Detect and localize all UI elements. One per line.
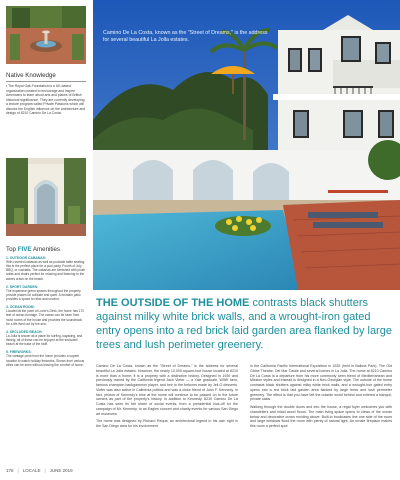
amenities-heading-suffix: Amenities [31,246,61,253]
article-body [96,364,392,464]
amenities-heading-prefix: Top [6,246,18,253]
pull-quote-headline [96,296,392,352]
article-paragraph: Camino De La Costa, known as the "Street of Dreams," is the address for several beautiful La Jolla estates. However, the nearly 10,000-square-foot house located at 8210 is more than a home; it is a property with a distinctive history. Designed in 1939 and previously owned by the California legend Jack Vieter — a Yale graduate, WWII hero, famous champion backgammon player, and heir to the fortunes made by Jell-O desserts. Vieter was also active in California politics and was a close friend of John F. Kennedy. In fact, photos of Kennedy's time at the home will continue to be passed on to the future owners as part of the property's history. In addition to Kennedy, 8210 Camino De La Costa has seen its fair share of social events, from a presidential kick-off for the campaign of Mr. Kennedy, to an Eagles concert and charity events for various San Diego art museums. [96,364,238,416]
page-footer [6,468,73,473]
magazine-name: LOCALE [22,468,41,473]
top-five-amenities-heading [6,246,86,253]
headline-lead: THE OUTSIDE OF THE HOME [96,297,250,309]
amenity-item [6,285,86,301]
native-knowledge-heading: Native Knowledge [6,72,86,82]
amenity-text: Located at the point of Lover's Deck, the home has 170 feet of ocean frontage. The ocean can be seen from most rooms of the house and provides the soundtrack for a life lived out by the sea. [6,309,85,326]
amenities-heading-strong: FIVE [17,246,32,253]
article-column-left [96,364,238,432]
amenity-title: 5. FIREWORKS: [6,350,32,355]
amenity-item [6,330,86,346]
amenity-title: 1. OUTDOOR CABANAS: [6,256,47,260]
hero-caption: Camino De La Costa, known as the "Street of Dreams," is the address for several beautiful La Jolla estates. [103,30,268,43]
article-paragraph: The home was designed by Richard Requa, an architectural legend in his own right in the San Diego area for his involvement [96,419,238,428]
amenity-text: With covered cabanas as well as poolside table seating, this is the perfect place for a pool party, Fourth of July BBQ, or cocktails. The cabanas are furnished with plush sofas and chairs perfect for relaxing and listening to the waves crash on the beach. [6,260,86,281]
footer-separator: | [44,468,46,473]
sidebar [6,6,86,461]
amenity-item [6,256,86,281]
hero-estate-photo [93,0,400,290]
amenity-item [6,350,86,366]
article-column-right [250,364,392,432]
amenity-title: 3. OCEAN ROOM: [6,305,35,310]
native-knowledge-text: • The Royal Oak Foundation is a UK-based organization created to encourage and inspire Americans to learn about arts and places of British historical significance. They are currently developing a lecture program called Private Passions which will discuss the English influence on the architecture and design of 8210 Camino De La Costa. [6,84,86,115]
amenity-item [6,305,86,326]
amenity-title: 2. SPORT GARDEN: [6,284,39,289]
article-paragraph: Walking through the double doors and into the house, a regal foyer welcomes you with chandeliers and inlaid wood floors. The main living space opens to views of the ocean below and decorative crown molding above. Built-in bookcases line one side of the room and large windows flood the room with plenty of natural light. An ornate fireplace makes this room a perfect spot [250,405,392,428]
arched-walkway-photo [6,158,86,236]
amenities-list [6,256,86,371]
patio-fountain-photo [6,6,86,64]
amenity-title: 4. SECLUDED BEACH: [6,329,43,334]
article-paragraph: in the California Pacific International Exposition in 1935 (held in Balboa Park), The Old Globe Theatre, Del Mar Castle and several homes in La Jolla. The home at 8210 Camino De La Costa is a departure from his more commonly seen blend of Mediterranean and Mission styles and instead is designed in a Neo-Georgian style. The outside of the home contrasts black shutters against milky white brick walls, and a wrought-iron gated entry opens into a red brick laid garden area flanked by large trees and lush perimeter greenery. The effect is that you have left the outside world behind and entered a tranquil, private oasis. [250,364,392,402]
amenity-text: The vantage point from the home provides a superb location to watch holiday fireworks. Shows from various cities can be seen without leaving the comfort of home. [6,354,85,367]
page-number: 178 [6,468,14,473]
footer-separator: | [17,468,19,473]
headline-rest: contrasts black shutters against milky white brick walls, and a wrought-iron gated entry opens into a red brick laid garden area flanked by large trees and lush perimeter greenery. [96,297,392,351]
amenity-text: The expansive green spaces throughout the property provide places for solitude and quiet. A fountain patio provides a space to relax and unwind. [6,288,81,302]
issue-date: JUNE 2019 [49,468,73,473]
amenity-text: La Jolla is known as a place for surfing, kayaking, and fishing; all of these can be enjoyed at the secluded beach at the base of the bluff. [6,333,83,347]
